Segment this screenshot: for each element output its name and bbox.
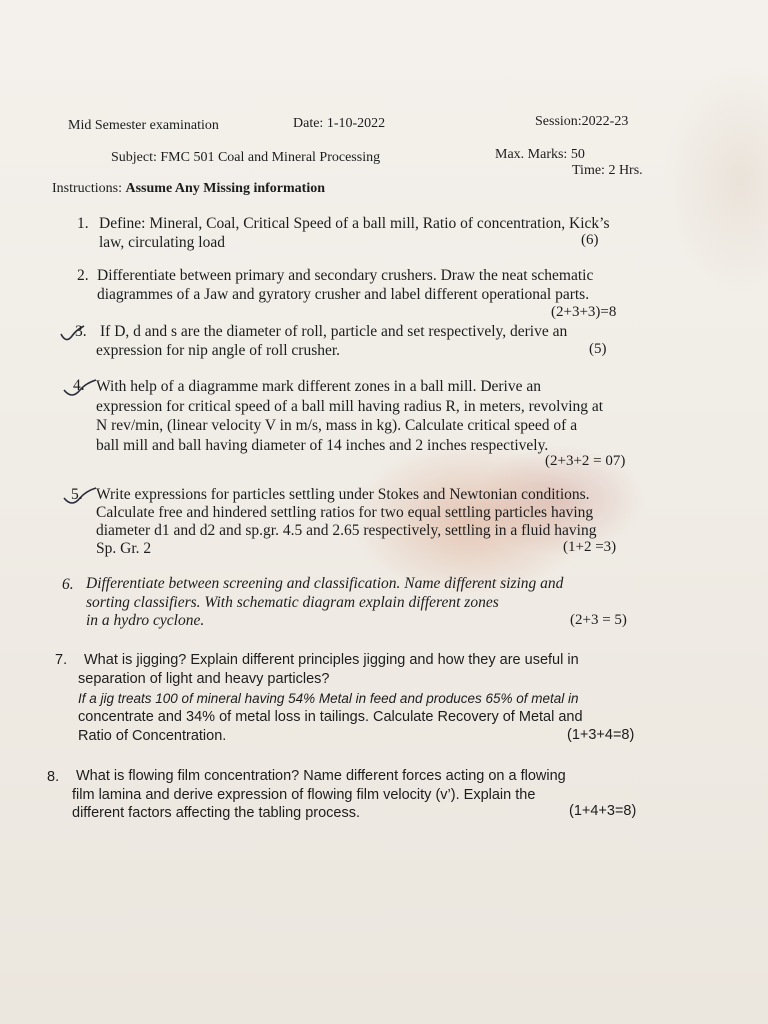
question-4-text xyxy=(96,377,603,455)
question-5-marks: (1+2 =3) xyxy=(563,539,617,555)
question-6-number: 6. xyxy=(62,576,74,593)
question-line: expression for critical speed of a ball mill having radius R, in meters, revolving at xyxy=(96,397,604,415)
question-4-number: 4. xyxy=(73,377,85,394)
question-1-number: 1. xyxy=(77,215,89,232)
question-line: Differentiate between screening and classification. Name different sizing and xyxy=(86,575,564,592)
question-1-marks: (6) xyxy=(581,232,599,248)
question-1-text xyxy=(99,214,610,252)
question-line: What is flowing film concentration? Name different forces acting on a flowing xyxy=(76,768,566,784)
question-line: concentrate and 34% of metal loss in tailings. Calculate Recovery of Metal and xyxy=(78,709,583,725)
question-line: Write expressions for particles settling under Stokes and Newtonian conditions. xyxy=(96,486,590,503)
question-2-number: 2. xyxy=(77,267,89,284)
question-6-text xyxy=(86,575,563,631)
exam-session: Session:2022-23 xyxy=(535,114,629,129)
question-5-text xyxy=(96,486,596,558)
question-2-text xyxy=(97,266,593,304)
question-line: diagrammes of a Jaw and gyratory crusher and label different operational parts. xyxy=(97,286,590,303)
question-line: Differentiate between primary and secondary crushers. Draw the neat schematic xyxy=(97,267,594,284)
question-line: Sp. Gr. 2 xyxy=(96,540,152,557)
exam-subject: Subject: FMC 501 Coal and Mineral Processing xyxy=(111,150,381,165)
question-5-number: 5. xyxy=(71,486,83,503)
question-8-text xyxy=(72,767,566,823)
question-line: N rev/min, (linear velocity V in m/s, mass in kg). Calculate critical speed of a xyxy=(96,417,578,434)
exam-title: Mid Semester examination xyxy=(68,118,219,133)
question-line: Calculate free and hindered settling ratios for two equal settling particles having xyxy=(96,504,594,521)
question-3-text xyxy=(96,322,568,360)
question-6-marks: (2+3 = 5) xyxy=(570,612,627,628)
question-line: in a hydro cyclone. xyxy=(86,612,205,629)
exam-time: Time: 2 Hrs. xyxy=(572,163,643,178)
question-line: expression for nip angle of roll crusher. xyxy=(96,342,341,359)
question-line: different factors affecting the tabling process. xyxy=(72,805,361,821)
instructions-label: Instructions: xyxy=(52,181,122,196)
question-7-number: 7. xyxy=(55,652,68,668)
question-line: film lamina and derive expression of flowing film velocity (v’). Explain the xyxy=(72,786,536,803)
question-line: ball mill and ball having diameter of 14 inches and 2 inches respectively. xyxy=(96,436,549,454)
question-4-marks: (2+3+2 = 07) xyxy=(545,453,626,469)
question-2-marks: (2+3+3)=8 xyxy=(551,304,617,320)
question-7-text xyxy=(78,651,583,746)
max-marks: Max. Marks: 50 xyxy=(495,147,585,162)
question-3-marks: (5) xyxy=(589,341,607,357)
exam-date: Date: 1-10-2022 xyxy=(293,116,386,131)
question-line: If a jig treats 100 of mineral having 54% Metal in feed and produces 65% of metal in xyxy=(78,691,579,706)
question-line: What is jigging? Explain different principles jigging and how they are useful in xyxy=(84,652,579,668)
question-line: With help of a diagramme mark different zones in a ball mill. Derive an xyxy=(96,378,541,395)
question-8-marks: (1+4+3=8) xyxy=(569,803,637,819)
question-line: law, circulating load xyxy=(99,234,225,251)
instructions xyxy=(52,181,325,197)
question-line: Define: Mineral, Coal, Critical Speed of a ball mill, Ratio of concentration, Kick’s xyxy=(99,215,610,232)
question-line: Ratio of Concentration. xyxy=(78,728,227,744)
question-3-number: 3. xyxy=(75,323,87,340)
question-7-marks: (1+3+4=8) xyxy=(567,727,635,743)
question-line: diameter d1 and d2 and sp.gr. 4.5 and 2.65 respectively, settling in a fluid having xyxy=(96,522,597,539)
instructions-text: Assume Any Missing information xyxy=(125,181,326,196)
question-8-number: 8. xyxy=(47,769,60,785)
question-line: If D, d and s are the diameter of roll, particle and set respectively, derive an xyxy=(100,323,568,340)
question-line: sorting classifiers. With schematic diagram explain different zones xyxy=(86,593,499,611)
question-line: separation of light and heavy particles? xyxy=(78,671,330,687)
